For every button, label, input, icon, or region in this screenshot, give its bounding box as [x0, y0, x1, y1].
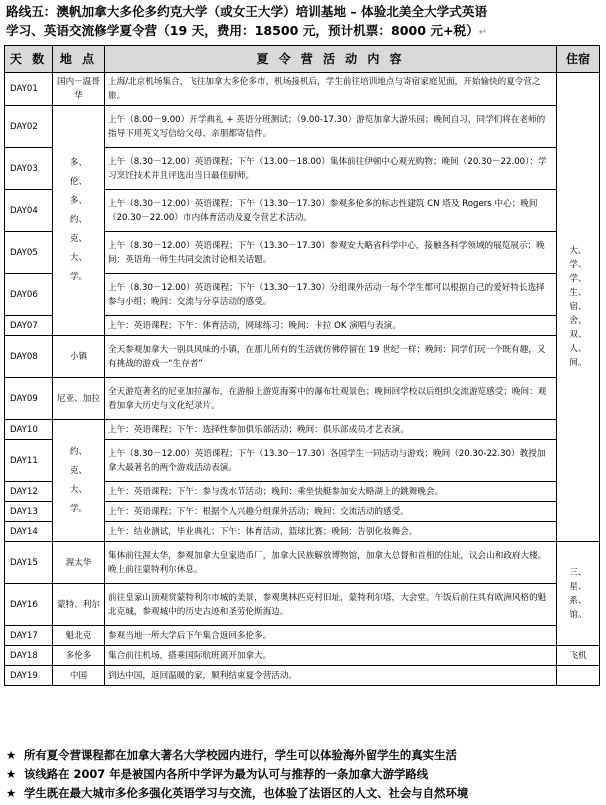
day-cell: DAY13 [5, 502, 53, 522]
day-cell: DAY07 [5, 316, 53, 336]
location-niyajiala: 尼亚、加拉 [53, 378, 105, 420]
activity-cell: 上午：英语课程；下午：体育活动，网球练习；晚间：卡拉 OK 演唱与表演。 [105, 316, 557, 336]
table-header-row [5, 46, 600, 73]
activity-cell: 全天游览著名的尼亚加拉瀑布，在游船上游览海雾中的瀑布壮观景色；晚间回学校以后组织交流游览感受；晚间：观看加拿大历史与文化纪录片。 [105, 378, 557, 420]
location-zhongguo: 中国 [53, 666, 105, 686]
day-cell: DAY12 [5, 482, 53, 502]
title-line-1: 路线五：澳帆加拿大多伦多约克大学（或女王大学）培训基地 – 体验北美全大学式英语 [6, 4, 488, 19]
activity-cell: 上午（8.30－12.00）英语课程；下午（13.30－17.30）参观安大略省科学中心，接触各科学领域的展览展示；晚间：英语角一师生共同交流讨论相关话题。 [105, 232, 557, 274]
table-row [5, 378, 600, 420]
day-cell: DAY03 [5, 148, 53, 190]
paragraph-mark-icon: ↵ [478, 27, 488, 38]
location-mengte: 蒙特、利尔 [53, 584, 105, 626]
lodging-hotel-text: 三、 星、 系、 馆。 [569, 567, 587, 620]
lodging-university-text: 大、 学、 学、 生、 宿、 舍、 双、 人、 间。 [569, 246, 587, 368]
day-cell: DAY09 [5, 378, 53, 420]
note-item [6, 765, 600, 784]
day-cell: DAY14 [5, 522, 53, 542]
activity-cell: 上午：结业测试，毕业典礼；下午：体育活动，篮球比赛；晚间：告别化妆舞会。 [105, 522, 557, 542]
note-item [6, 784, 600, 803]
table-row [5, 626, 600, 646]
activity-cell: 上午（8.30－12.00）英语课程；下午（13.30－17.30）分组课外活动一每个学生都可以根据自己的爱好特长选择参与小组；晚间：交流与分享活动的感受。 [105, 274, 557, 316]
activity-cell: 全天参观加拿大一别具风味的小镇，在那儿所有的生活就仿佛停留在 19 世纪一样；晚间：同学们玩一个既有趣，又有挑战的游戏一“生存者” [105, 336, 557, 378]
location-duolunduo-text: 多、 伦、 多、 约、 克、 大、 学。 [69, 158, 88, 282]
lodging-hotel [557, 542, 600, 646]
note-text: 该线路在 2007 年是被国内各所中学评为最为认可与推荐的一条加拿大游学路线 [24, 767, 429, 781]
star-bullet-icon: ★ [6, 748, 17, 762]
table-row [5, 336, 600, 378]
title-line-2: 学习、英语交流修学夏令营（19 天，费用：18500 元，预计机票：8000 元+税） [6, 23, 479, 38]
activity-cell: 上午：英语课程；下午：根据个人兴趣分组课外活动；晚间：交流活动的感受。 [105, 502, 557, 522]
day-cell: DAY08 [5, 336, 53, 378]
activity-cell: 上午（8.30－12.00）英语课程；下午（13.30－17.30）各国学生一同活动与游戏；晚间（20.30-22.30）教授加拿大最著名的两个游戏活动表演。 [105, 440, 557, 482]
location-wotaihua: 渥太华 [53, 542, 105, 584]
day-cell: DAY04 [5, 190, 53, 232]
route-title [6, 2, 600, 42]
lodging-empty [557, 666, 600, 686]
table-row [5, 666, 600, 686]
table-row [5, 73, 600, 106]
table-row [5, 106, 600, 148]
activity-cell: 上午：英语课程；下午：选择性参加俱乐部活动；晚间：俱乐部成员才艺表演。 [105, 420, 557, 440]
activity-cell: 上午：英语课程；下午：参与泼水节活动；晚间：乘坐快艇参加安大略湖上的跳舞晚会。 [105, 482, 557, 502]
schedule-table [4, 45, 600, 686]
location-kuibeike: 魁北克 [53, 626, 105, 646]
header-location: 地 点 [53, 46, 105, 73]
table-row [5, 646, 600, 666]
table-row [5, 542, 600, 584]
note-text: 所有夏令营课程都在加拿大著名大学校园内进行，学生可以体验海外留学生的真实生活 [24, 748, 457, 762]
activity-cell: 上午（8.30－12.00）英语课程；下午（13.00－18.00）集体前往伊顿中心观光购物；晚间（20.30－22.00）：学习烹饪技术并且评选出当日最佳厨师。 [105, 148, 557, 190]
location-xiaozhen: 小镇 [53, 336, 105, 378]
note-text: 学生既在最大城市多伦多强化英语学习与交流，也体验了法语区的人文、社会与自然环境 [24, 786, 469, 800]
activity-cell: 上海/北京机场集合，飞往加拿大多伦多市，机场接机后，学生前往培训地点与寄宿家庭见面，开始愉快的夏令营之旅。 [105, 73, 557, 106]
day-cell: DAY11 [5, 440, 53, 482]
activity-cell: 集体前往渥太华，参观加拿大皇家造币厂，加拿大民族解放博物馆，加拿大总督和首相的住址，议会山和政府大楼。晚上前往蒙特利尔休息。 [105, 542, 557, 584]
activity-cell: 上午（8.00－9.00）开学典礼 + 英语分班测试；（9.00-17.30）游览加拿大游乐园；晚间自习，同学们将在老师的指导下用英文写信给父母、亲朋都寄信件。 [105, 106, 557, 148]
day-cell: DAY18 [5, 646, 53, 666]
header-day: 天 数 [5, 46, 53, 73]
star-bullet-icon: ★ [6, 786, 17, 800]
activity-cell: 参观当地一所大学后下午集合返回多伦多。 [105, 626, 557, 646]
table-row [5, 420, 600, 440]
location-duolunduo2: 多伦多 [53, 646, 105, 666]
lodging-university [557, 73, 600, 542]
day-cell: DAY02 [5, 106, 53, 148]
day-cell: DAY16 [5, 584, 53, 626]
day-cell: DAY15 [5, 542, 53, 584]
day-cell: DAY05 [5, 232, 53, 274]
location-duolunduo [53, 106, 105, 336]
notes-list [6, 746, 600, 803]
header-activity: 夏 令 营 活 动 内 容 [105, 46, 557, 73]
location-yueke-text: 约、 克、 大、 学。 [69, 446, 88, 514]
day-cell: DAY01 [5, 73, 53, 106]
day-cell: DAY19 [5, 666, 53, 686]
location-yueke [53, 420, 105, 542]
header-lodging: 住宿 [557, 46, 600, 73]
activity-cell: 到达中国，返回温暖的家，顺利结束夏令营活动。 [105, 666, 557, 686]
day-cell: DAY06 [5, 274, 53, 316]
activity-cell: 上午（8.30－12.00）英语课程；下午（13.30－17.30）参观多伦多的标志性建筑 CN 塔及 Rogers 中心；晚间（20.30－22.00）市内体育活动及夏令营艺术活动。 [105, 190, 557, 232]
activity-cell: 前往皇家山顶观赏蒙特利尔市城的美景，参观奥林匹克村旧址，蒙特利尔塔，大会堂。午饭后前往具有欧洲风格的魁北克城，参观城中的历史古迹和圣劳伦斯海边。 [105, 584, 557, 626]
table-row [5, 584, 600, 626]
activity-cell: 集合前往机场，搭乘国际航班离开加拿大。 [105, 646, 557, 666]
day-cell: DAY10 [5, 420, 53, 440]
note-item [6, 746, 600, 765]
star-bullet-icon: ★ [6, 767, 17, 781]
location-guonei: 国内－温哥华 [53, 73, 105, 106]
day-cell: DAY17 [5, 626, 53, 646]
lodging-plane: 飞机 [557, 646, 600, 666]
